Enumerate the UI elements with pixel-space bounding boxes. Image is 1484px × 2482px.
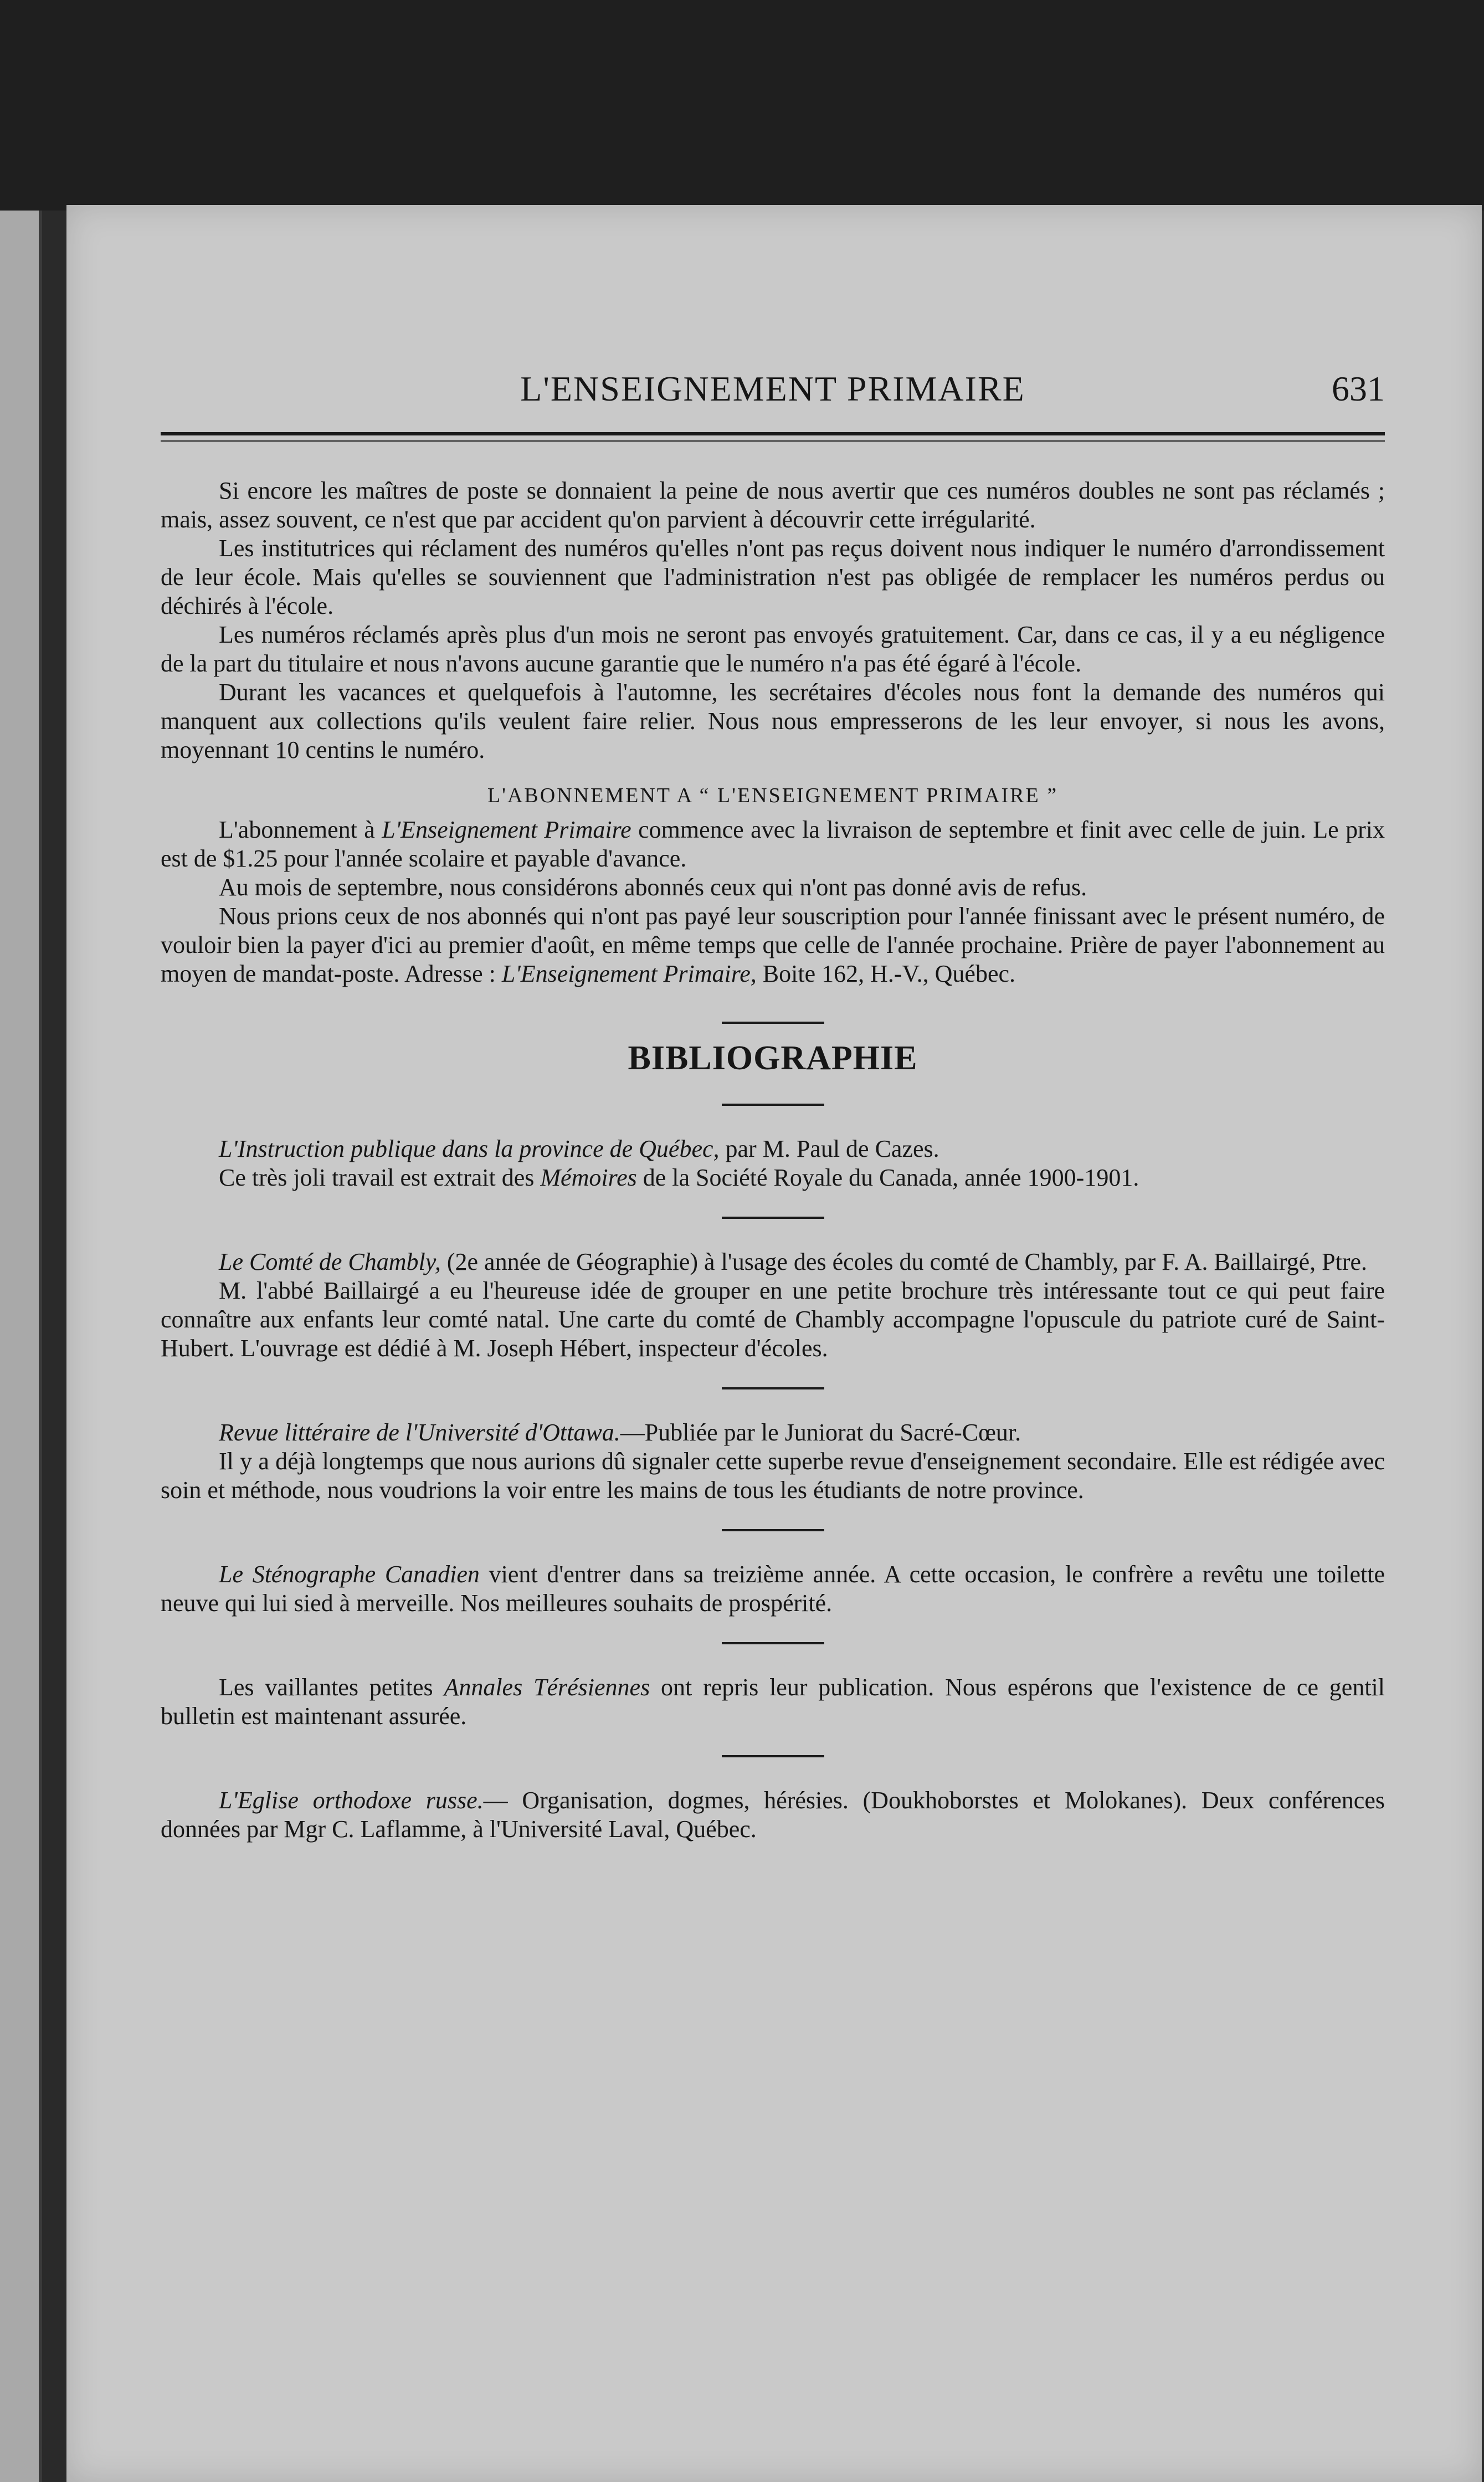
article-body [161, 476, 1385, 1868]
italic-title: L'Enseignement Primaire, [501, 960, 757, 987]
bibliography-entry [161, 1135, 1385, 1192]
paragraph [161, 1786, 1385, 1844]
italic-title: L'Enseignement Primaire [382, 816, 631, 843]
paragraph [161, 1248, 1385, 1276]
header-rule-thin [161, 440, 1385, 442]
text-run: Nous prions ceux de nos abonnés qui n'ont pas payé leur souscription pour l'année finissant avec le présent numéro, de vouloir bien la payer d'ici au premier d'août, en même temps que celle de l'année prochaine. Prière de payer l'abonnement au moyen de mandat-poste. Adresse : [161, 902, 1385, 987]
section-divider [722, 1755, 824, 1757]
italic-title: Mémoires [540, 1164, 637, 1191]
text-run: par M. Paul de Cazes. [719, 1135, 939, 1162]
section-divider [722, 1217, 824, 1219]
text-run: commence avec la livraison de septembre et finit avec celle de juin. Le prix est de $1.25 pour l'année scolaire et payable d'avance. [161, 816, 1385, 872]
section-divider [722, 1387, 824, 1389]
text-run: (2e année de Géographie) à l'usage des écoles du comté de Chambly, par F. A. Baillairgé, Ptre. [440, 1248, 1368, 1275]
bibliography-entry [161, 1786, 1385, 1844]
italic-title: Le Sténographe Canadien [219, 1561, 480, 1588]
section-divider [722, 1022, 824, 1024]
bibliography-entry [161, 1418, 1385, 1505]
text-run: de la Société Royale du Canada, année 1900-1901. [636, 1164, 1139, 1191]
bibliography-entry [161, 1560, 1385, 1618]
scan-background [0, 0, 1484, 211]
document-page [66, 205, 1482, 2482]
italic-title: L'Eglise orthodoxe russe. [219, 1787, 484, 1814]
paragraph: Au mois de septembre, nous considérons abonnés ceux qui n'ont pas donné avis de refus. [219, 874, 1087, 901]
bibliography-entry [161, 1248, 1385, 1363]
paragraph: Les numéros réclamés après plus d'un mois ne seront pas envoyés gratuitement. Car, dans ce cas, il y a eu négligence de la part du titulaire et nous n'avons aucune garantie que le numéro n'a pas été égaré à l'école. [161, 621, 1385, 677]
text-run: ont repris leur publication. Nous espérons que l'existence de ce gentil bulletin est maintenant assurée. [161, 1674, 1385, 1730]
text-run: Les vaillantes petites [219, 1674, 444, 1701]
italic-title: Annales Térésiennes [444, 1674, 650, 1701]
paragraph: Les institutrices qui réclament des numéros qu'elles n'ont pas reçus doivent nous indiquer le numéro d'arrondissement de leur école. Mais qu'elles se souviennent que l'administration n'est pas obligée de remplacer les numéros perdus ou déchirés à l'école. [161, 535, 1385, 619]
header-rule-thick [161, 432, 1385, 435]
page-number: 631 [1332, 369, 1385, 408]
paragraph: Il y a déjà longtemps que nous aurions dû signaler cette superbe revue d'enseignement secondaire. Elle est rédigée avec soin et méthode, nous voudrions la voir entre les mains de tous les étudiants de notre province. [161, 1448, 1385, 1504]
section-divider [722, 1529, 824, 1531]
section-divider [722, 1642, 824, 1644]
paragraph: Si encore les maîtres de poste se donnaient la peine de nous avertir que ces numéros doubles ne sont pas réclamés ; mais, assez souvent, ce n'est que par accident qu'on parvient à découvrir cette irrégularité. [161, 477, 1385, 533]
text-run: Boite 162, H.-V., Québec. [756, 960, 1016, 987]
subscription-heading: L'ABONNEMENT A “ L'ENSEIGNEMENT PRIMAIRE ” [487, 784, 1059, 807]
text-run: — Organisation, dogmes, hérésies. (Doukhoborstes et Molokanes). Deux conférences données par Mgr C. Laflamme, à l'Université Laval, Québec. [161, 1787, 1385, 1843]
adjacent-page-edge [0, 211, 42, 2482]
running-header [161, 368, 1385, 429]
paragraph: Durant les vacances et quelquefois à l'automne, les secrétaires d'écoles nous font la demande des numéros qui manquent aux collections qu'ils veulent faire relier. Nous nous empresserons de les leur envoyer, si nous les avons, moyennant 10 centins le numéro. [161, 679, 1385, 763]
paragraph [161, 1418, 1385, 1447]
bibliography-heading: BIBLIOGRAPHIE [628, 1039, 918, 1077]
italic-title: L'Instruction publique dans la province de Québec, [219, 1135, 720, 1162]
text-run: —Publiée par le Juniorat du Sacré-Cœur. [620, 1419, 1021, 1446]
paragraph [161, 1135, 1385, 1163]
section-divider [722, 1104, 824, 1106]
paragraph [161, 1163, 1385, 1192]
bibliography-entry [161, 1673, 1385, 1731]
text-run: L'abonnement à [219, 816, 382, 843]
paragraph [161, 902, 1385, 988]
text-run: vient d'entrer dans sa treizième année. A cette occasion, le confrère a revêtu une toilette neuve qui lui sied à merveille. Nos meilleures souhaits de prospérité. [161, 1561, 1385, 1617]
italic-title: Le Comté de Chambly, [219, 1248, 441, 1275]
paragraph [161, 1560, 1385, 1618]
text-run: Ce très joli travail est extrait des [219, 1164, 541, 1191]
running-title: L'ENSEIGNEMENT PRIMAIRE [520, 369, 1025, 408]
paragraph [161, 816, 1385, 873]
paragraph: M. l'abbé Baillairgé a eu l'heureuse idée de grouper en une petite brochure très intéressante tout ce qui peut faire connaître aux enfants leur comté natal. Une carte du comté de Chambly accompagne l'opuscule du patriote curé de Saint-Hubert. L'ouvrage est dédié à M. Joseph Hébert, inspecteur d'écoles. [161, 1277, 1385, 1362]
paragraph [161, 1673, 1385, 1731]
italic-title: Revue littéraire de l'Université d'Ottawa. [219, 1419, 620, 1446]
